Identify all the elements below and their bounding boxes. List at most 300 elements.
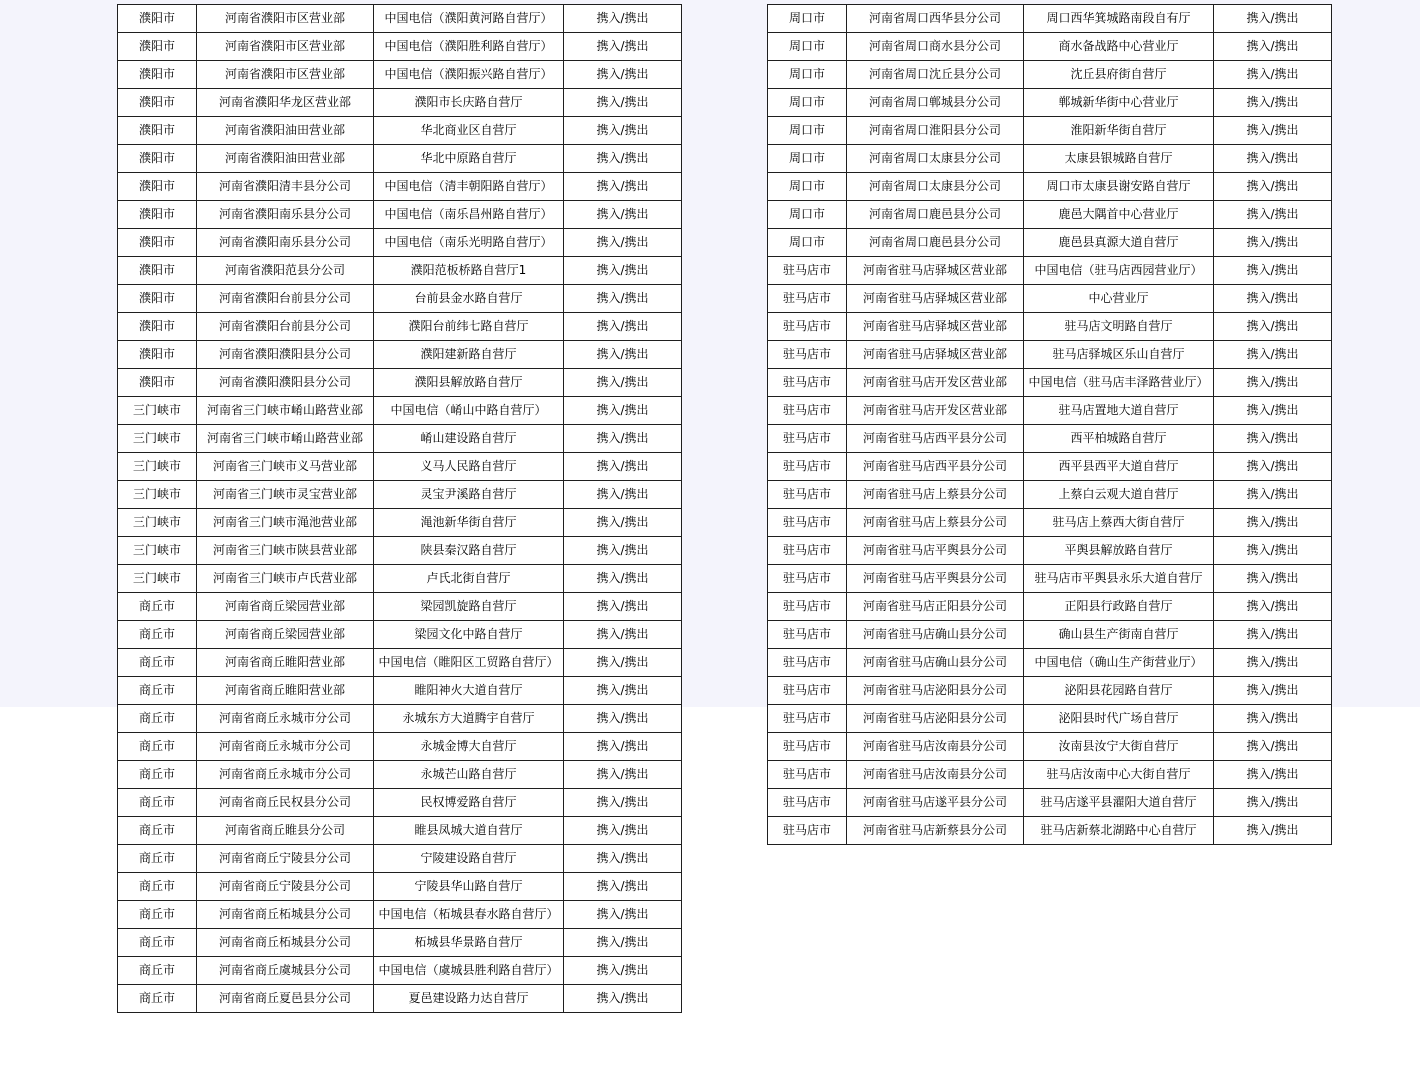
city-cell: 驻马店市 xyxy=(768,453,847,481)
branch-cell: 河南省濮阳市区营业部 xyxy=(197,33,374,61)
store-name-cell: 夏邑建设路力达自营厅 xyxy=(374,985,564,1013)
branch-cell: 河南省濮阳濮阳县分公司 xyxy=(197,341,374,369)
table-row xyxy=(118,929,682,957)
store-name-cell: 驻马店新蔡北湖路中心自营厅 xyxy=(1024,817,1214,845)
table-row xyxy=(118,313,682,341)
city-cell: 濮阳市 xyxy=(118,313,197,341)
service-type-cell: 携入/携出 xyxy=(564,33,682,61)
branch-cell: 河南省濮阳濮阳县分公司 xyxy=(197,369,374,397)
service-type-cell: 携入/携出 xyxy=(1214,173,1332,201)
service-type-cell: 携入/携出 xyxy=(564,985,682,1013)
table-row xyxy=(118,201,682,229)
store-name-cell: 驻马店驿城区乐山自营厅 xyxy=(1024,341,1214,369)
table-row xyxy=(118,425,682,453)
store-name-cell: 中国电信（濮阳黄河路自营厅） xyxy=(374,5,564,33)
city-cell: 三门峡市 xyxy=(118,481,197,509)
branch-cell: 河南省三门峡市崤山路营业部 xyxy=(197,397,374,425)
store-name-cell: 睢县凤城大道自营厅 xyxy=(374,817,564,845)
city-cell: 驻马店市 xyxy=(768,677,847,705)
store-name-cell: 淮阳新华街自营厅 xyxy=(1024,117,1214,145)
branch-cell: 河南省驻马店西平县分公司 xyxy=(847,453,1024,481)
branch-cell: 河南省濮阳市区营业部 xyxy=(197,61,374,89)
store-name-cell: 西平柏城路自营厅 xyxy=(1024,425,1214,453)
city-cell: 驻马店市 xyxy=(768,789,847,817)
service-type-cell: 携入/携出 xyxy=(564,481,682,509)
branch-cell: 河南省商丘梁园营业部 xyxy=(197,621,374,649)
service-type-cell: 携入/携出 xyxy=(564,957,682,985)
service-type-cell: 携入/携出 xyxy=(564,509,682,537)
branch-cell: 河南省商丘永城市分公司 xyxy=(197,705,374,733)
store-name-cell: 中国电信（崤山中路自营厅） xyxy=(374,397,564,425)
service-type-cell: 携入/携出 xyxy=(564,593,682,621)
service-type-cell: 携入/携出 xyxy=(1214,537,1332,565)
branch-cell: 河南省三门峡市渑池营业部 xyxy=(197,509,374,537)
service-type-cell: 携入/携出 xyxy=(1214,425,1332,453)
store-name-cell: 周口西华箕城路南段自有厅 xyxy=(1024,5,1214,33)
store-name-cell: 周口市太康县谢安路自营厅 xyxy=(1024,173,1214,201)
city-cell: 商丘市 xyxy=(118,677,197,705)
city-cell: 商丘市 xyxy=(118,817,197,845)
service-type-cell: 携入/携出 xyxy=(564,789,682,817)
table-row xyxy=(118,145,682,173)
city-cell: 商丘市 xyxy=(118,929,197,957)
table-row xyxy=(768,621,1332,649)
branch-cell: 河南省商丘宁陵县分公司 xyxy=(197,873,374,901)
service-type-cell: 携入/携出 xyxy=(564,537,682,565)
store-name-cell: 梁园凯旋路自营厅 xyxy=(374,593,564,621)
table-row xyxy=(768,61,1332,89)
branch-cell: 河南省驻马店确山县分公司 xyxy=(847,649,1024,677)
right-store-table xyxy=(767,4,1332,845)
store-name-cell: 中国电信（驻马店丰泽路营业厅） xyxy=(1024,369,1214,397)
city-cell: 商丘市 xyxy=(118,845,197,873)
branch-cell: 河南省驻马店开发区营业部 xyxy=(847,397,1024,425)
store-name-cell: 灵宝尹溪路自营厅 xyxy=(374,481,564,509)
service-type-cell: 携入/携出 xyxy=(564,705,682,733)
city-cell: 驻马店市 xyxy=(768,313,847,341)
store-name-cell: 民权博爱路自营厅 xyxy=(374,789,564,817)
branch-cell: 河南省驻马店上蔡县分公司 xyxy=(847,481,1024,509)
service-type-cell: 携入/携出 xyxy=(564,677,682,705)
branch-cell: 河南省商丘夏邑县分公司 xyxy=(197,985,374,1013)
store-name-cell: 濮阳市长庆路自营厅 xyxy=(374,89,564,117)
branch-cell: 河南省濮阳范县分公司 xyxy=(197,257,374,285)
branch-cell: 河南省濮阳台前县分公司 xyxy=(197,285,374,313)
service-type-cell: 携入/携出 xyxy=(564,873,682,901)
branch-cell: 河南省驻马店平舆县分公司 xyxy=(847,565,1024,593)
service-type-cell: 携入/携出 xyxy=(564,425,682,453)
store-name-cell: 华北商业区自营厅 xyxy=(374,117,564,145)
service-type-cell: 携入/携出 xyxy=(564,257,682,285)
city-cell: 三门峡市 xyxy=(118,397,197,425)
table-row xyxy=(118,649,682,677)
left-store-table xyxy=(117,4,682,1013)
city-cell: 濮阳市 xyxy=(118,173,197,201)
branch-cell: 河南省濮阳华龙区营业部 xyxy=(197,89,374,117)
service-type-cell: 携入/携出 xyxy=(564,145,682,173)
city-cell: 驻马店市 xyxy=(768,397,847,425)
city-cell: 周口市 xyxy=(768,229,847,257)
service-type-cell: 携入/携出 xyxy=(564,565,682,593)
service-type-cell: 携入/携出 xyxy=(564,173,682,201)
city-cell: 濮阳市 xyxy=(118,201,197,229)
store-name-cell: 永城东方大道腾宇自营厅 xyxy=(374,705,564,733)
branch-cell: 河南省濮阳南乐县分公司 xyxy=(197,229,374,257)
table-row xyxy=(118,957,682,985)
branch-cell: 河南省三门峡市灵宝营业部 xyxy=(197,481,374,509)
store-name-cell: 商水备战路中心营业厅 xyxy=(1024,33,1214,61)
service-type-cell: 携入/携出 xyxy=(1214,621,1332,649)
city-cell: 濮阳市 xyxy=(118,145,197,173)
branch-cell: 河南省驻马店泌阳县分公司 xyxy=(847,677,1024,705)
service-type-cell: 携入/携出 xyxy=(1214,481,1332,509)
store-name-cell: 正阳县行政路自营厅 xyxy=(1024,593,1214,621)
store-name-cell: 华北中原路自营厅 xyxy=(374,145,564,173)
service-type-cell: 携入/携出 xyxy=(1214,33,1332,61)
branch-cell: 河南省商丘睢县分公司 xyxy=(197,817,374,845)
branch-cell: 河南省商丘民权县分公司 xyxy=(197,789,374,817)
branch-cell: 河南省驻马店驿城区营业部 xyxy=(847,285,1024,313)
store-name-cell: 驻马店市平舆县永乐大道自营厅 xyxy=(1024,565,1214,593)
service-type-cell: 携入/携出 xyxy=(564,229,682,257)
store-name-cell: 永城芒山路自营厅 xyxy=(374,761,564,789)
table-row xyxy=(118,565,682,593)
service-type-cell: 携入/携出 xyxy=(1214,733,1332,761)
table-row xyxy=(768,201,1332,229)
service-type-cell: 携入/携出 xyxy=(1214,789,1332,817)
table-row xyxy=(118,397,682,425)
service-type-cell: 携入/携出 xyxy=(564,89,682,117)
service-type-cell: 携入/携出 xyxy=(564,761,682,789)
service-type-cell: 携入/携出 xyxy=(564,117,682,145)
city-cell: 周口市 xyxy=(768,117,847,145)
branch-cell: 河南省商丘梁园营业部 xyxy=(197,593,374,621)
branch-cell: 河南省驻马店汝南县分公司 xyxy=(847,733,1024,761)
service-type-cell: 携入/携出 xyxy=(1214,565,1332,593)
city-cell: 驻马店市 xyxy=(768,509,847,537)
branch-cell: 河南省驻马店驿城区营业部 xyxy=(847,313,1024,341)
branch-cell: 河南省濮阳南乐县分公司 xyxy=(197,201,374,229)
table-row xyxy=(768,453,1332,481)
service-type-cell: 携入/携出 xyxy=(1214,341,1332,369)
table-row xyxy=(118,789,682,817)
store-name-cell: 义马人民路自营厅 xyxy=(374,453,564,481)
branch-cell: 河南省商丘柘城县分公司 xyxy=(197,901,374,929)
store-name-cell: 泌阳县时代广场自营厅 xyxy=(1024,705,1214,733)
city-cell: 驻马店市 xyxy=(768,369,847,397)
table-row xyxy=(118,257,682,285)
service-type-cell: 携入/携出 xyxy=(1214,313,1332,341)
table-row xyxy=(768,5,1332,33)
city-cell: 濮阳市 xyxy=(118,341,197,369)
city-cell: 濮阳市 xyxy=(118,61,197,89)
store-name-cell: 陕县秦汉路自营厅 xyxy=(374,537,564,565)
city-cell: 濮阳市 xyxy=(118,257,197,285)
store-name-cell: 柘城县华景路自营厅 xyxy=(374,929,564,957)
branch-cell: 河南省周口商水县分公司 xyxy=(847,33,1024,61)
branch-cell: 河南省濮阳清丰县分公司 xyxy=(197,173,374,201)
branch-cell: 河南省驻马店开发区营业部 xyxy=(847,369,1024,397)
store-name-cell: 濮阳台前纬七路自营厅 xyxy=(374,313,564,341)
city-cell: 商丘市 xyxy=(118,761,197,789)
table-row xyxy=(768,565,1332,593)
city-cell: 商丘市 xyxy=(118,649,197,677)
store-name-cell: 濮阳建新路自营厅 xyxy=(374,341,564,369)
table-row xyxy=(768,425,1332,453)
table-row xyxy=(768,341,1332,369)
store-name-cell: 渑池新华街自营厅 xyxy=(374,509,564,537)
table-row xyxy=(118,901,682,929)
city-cell: 三门峡市 xyxy=(118,509,197,537)
store-name-cell: 太康县银城路自营厅 xyxy=(1024,145,1214,173)
service-type-cell: 携入/携出 xyxy=(1214,117,1332,145)
city-cell: 三门峡市 xyxy=(118,565,197,593)
table-row xyxy=(768,677,1332,705)
city-cell: 商丘市 xyxy=(118,621,197,649)
service-type-cell: 携入/携出 xyxy=(564,929,682,957)
branch-cell: 河南省三门峡市卢氏营业部 xyxy=(197,565,374,593)
table-row xyxy=(118,481,682,509)
city-cell: 濮阳市 xyxy=(118,369,197,397)
city-cell: 驻马店市 xyxy=(768,593,847,621)
service-type-cell: 携入/携出 xyxy=(1214,761,1332,789)
branch-cell: 河南省驻马店正阳县分公司 xyxy=(847,593,1024,621)
table-row xyxy=(118,537,682,565)
branch-cell: 河南省商丘睢阳营业部 xyxy=(197,677,374,705)
branch-cell: 河南省周口太康县分公司 xyxy=(847,173,1024,201)
city-cell: 驻马店市 xyxy=(768,761,847,789)
service-type-cell: 携入/携出 xyxy=(564,845,682,873)
city-cell: 周口市 xyxy=(768,61,847,89)
table-row xyxy=(118,369,682,397)
store-name-cell: 宁陵县华山路自营厅 xyxy=(374,873,564,901)
city-cell: 驻马店市 xyxy=(768,285,847,313)
store-name-cell: 上蔡白云观大道自营厅 xyxy=(1024,481,1214,509)
service-type-cell: 携入/携出 xyxy=(1214,201,1332,229)
city-cell: 驻马店市 xyxy=(768,621,847,649)
store-name-cell: 濮阳范板桥路自营厅1 xyxy=(374,257,564,285)
service-type-cell: 携入/携出 xyxy=(1214,61,1332,89)
city-cell: 驻马店市 xyxy=(768,649,847,677)
table-row xyxy=(768,89,1332,117)
branch-cell: 河南省商丘柘城县分公司 xyxy=(197,929,374,957)
service-type-cell: 携入/携出 xyxy=(564,901,682,929)
service-type-cell: 携入/携出 xyxy=(1214,817,1332,845)
city-cell: 濮阳市 xyxy=(118,5,197,33)
table-row xyxy=(768,145,1332,173)
branch-cell: 河南省商丘宁陵县分公司 xyxy=(197,845,374,873)
table-row xyxy=(118,677,682,705)
store-name-cell: 鹿邑大隅首中心营业厅 xyxy=(1024,201,1214,229)
service-type-cell: 携入/携出 xyxy=(1214,397,1332,425)
branch-cell: 河南省驻马店泌阳县分公司 xyxy=(847,705,1024,733)
service-type-cell: 携入/携出 xyxy=(564,397,682,425)
store-name-cell: 中国电信（濮阳胜利路自营厅） xyxy=(374,33,564,61)
table-row xyxy=(118,173,682,201)
store-name-cell: 中国电信（濮阳振兴路自营厅） xyxy=(374,61,564,89)
table-row xyxy=(768,229,1332,257)
branch-cell: 河南省三门峡市义马营业部 xyxy=(197,453,374,481)
table-row xyxy=(118,33,682,61)
table-row xyxy=(118,5,682,33)
city-cell: 驻马店市 xyxy=(768,733,847,761)
table-row xyxy=(768,257,1332,285)
table-row xyxy=(118,845,682,873)
store-name-cell: 确山县生产街南自营厅 xyxy=(1024,621,1214,649)
service-type-cell: 携入/携出 xyxy=(564,733,682,761)
store-name-cell: 中国电信（虞城县胜利路自营厅） xyxy=(374,957,564,985)
service-type-cell: 携入/携出 xyxy=(564,61,682,89)
store-name-cell: 中国电信（清丰朝阳路自营厅） xyxy=(374,173,564,201)
branch-cell: 河南省周口淮阳县分公司 xyxy=(847,117,1024,145)
service-type-cell: 携入/携出 xyxy=(564,201,682,229)
store-name-cell: 中国电信（确山生产街营业厅） xyxy=(1024,649,1214,677)
table-row xyxy=(768,789,1332,817)
store-name-cell: 驻马店遂平县濯阳大道自营厅 xyxy=(1024,789,1214,817)
table-row xyxy=(768,369,1332,397)
branch-cell: 河南省驻马店遂平县分公司 xyxy=(847,789,1024,817)
branch-cell: 河南省周口沈丘县分公司 xyxy=(847,61,1024,89)
city-cell: 濮阳市 xyxy=(118,117,197,145)
table-row xyxy=(118,733,682,761)
store-name-cell: 梁园文化中路自营厅 xyxy=(374,621,564,649)
service-type-cell: 携入/携出 xyxy=(564,313,682,341)
branch-cell: 河南省濮阳市区营业部 xyxy=(197,5,374,33)
branch-cell: 河南省驻马店西平县分公司 xyxy=(847,425,1024,453)
store-name-cell: 沈丘县府街自营厅 xyxy=(1024,61,1214,89)
table-row xyxy=(768,509,1332,537)
table-row xyxy=(118,873,682,901)
table-row xyxy=(768,313,1332,341)
table-row xyxy=(118,453,682,481)
branch-cell: 河南省商丘永城市分公司 xyxy=(197,761,374,789)
store-name-cell: 平舆县解放路自营厅 xyxy=(1024,537,1214,565)
city-cell: 周口市 xyxy=(768,145,847,173)
city-cell: 驻马店市 xyxy=(768,537,847,565)
service-type-cell: 携入/携出 xyxy=(564,341,682,369)
store-name-cell: 中国电信（南乐光明路自营厅） xyxy=(374,229,564,257)
table-row xyxy=(118,761,682,789)
table-row xyxy=(118,621,682,649)
store-name-cell: 泌阳县花园路自营厅 xyxy=(1024,677,1214,705)
city-cell: 商丘市 xyxy=(118,901,197,929)
branch-cell: 河南省商丘虞城县分公司 xyxy=(197,957,374,985)
service-type-cell: 携入/携出 xyxy=(1214,285,1332,313)
store-name-cell: 永城金博大自营厅 xyxy=(374,733,564,761)
table-row xyxy=(118,705,682,733)
table-row xyxy=(118,117,682,145)
city-cell: 三门峡市 xyxy=(118,425,197,453)
store-name-cell: 台前县金水路自营厅 xyxy=(374,285,564,313)
store-name-cell: 鹿邑县真源大道自营厅 xyxy=(1024,229,1214,257)
city-cell: 濮阳市 xyxy=(118,33,197,61)
service-type-cell: 携入/携出 xyxy=(564,817,682,845)
store-name-cell: 中国电信（驻马店西园营业厅） xyxy=(1024,257,1214,285)
service-type-cell: 携入/携出 xyxy=(1214,89,1332,117)
service-type-cell: 携入/携出 xyxy=(1214,145,1332,173)
service-type-cell: 携入/携出 xyxy=(564,369,682,397)
city-cell: 三门峡市 xyxy=(118,453,197,481)
table-row xyxy=(768,761,1332,789)
service-type-cell: 携入/携出 xyxy=(1214,593,1332,621)
branch-cell: 河南省周口鹿邑县分公司 xyxy=(847,201,1024,229)
city-cell: 驻马店市 xyxy=(768,257,847,285)
table-row xyxy=(768,593,1332,621)
service-type-cell: 携入/携出 xyxy=(564,649,682,677)
store-name-cell: 驻马店文明路自营厅 xyxy=(1024,313,1214,341)
store-name-cell: 睢阳神火大道自营厅 xyxy=(374,677,564,705)
table-row xyxy=(118,593,682,621)
branch-cell: 河南省濮阳台前县分公司 xyxy=(197,313,374,341)
store-name-cell: 卢氏北街自营厅 xyxy=(374,565,564,593)
branch-cell: 河南省周口鹿邑县分公司 xyxy=(847,229,1024,257)
branch-cell: 河南省驻马店汝南县分公司 xyxy=(847,761,1024,789)
city-cell: 商丘市 xyxy=(118,985,197,1013)
branch-cell: 河南省驻马店上蔡县分公司 xyxy=(847,509,1024,537)
store-name-cell: 郸城新华街中心营业厅 xyxy=(1024,89,1214,117)
table-row xyxy=(768,117,1332,145)
table-row xyxy=(768,705,1332,733)
branch-cell: 河南省濮阳油田营业部 xyxy=(197,117,374,145)
table-row xyxy=(118,61,682,89)
table-row xyxy=(768,173,1332,201)
store-name-cell: 汝南县汝宁大街自营厅 xyxy=(1024,733,1214,761)
branch-cell: 河南省三门峡市陕县营业部 xyxy=(197,537,374,565)
service-type-cell: 携入/携出 xyxy=(1214,453,1332,481)
table-row xyxy=(768,481,1332,509)
service-type-cell: 携入/携出 xyxy=(1214,369,1332,397)
branch-cell: 河南省驻马店确山县分公司 xyxy=(847,621,1024,649)
branch-cell: 河南省商丘睢阳营业部 xyxy=(197,649,374,677)
city-cell: 商丘市 xyxy=(118,957,197,985)
city-cell: 周口市 xyxy=(768,5,847,33)
table-row xyxy=(768,649,1332,677)
branch-cell: 河南省三门峡市崤山路营业部 xyxy=(197,425,374,453)
service-type-cell: 携入/携出 xyxy=(1214,5,1332,33)
store-name-cell: 西平县西平大道自营厅 xyxy=(1024,453,1214,481)
city-cell: 濮阳市 xyxy=(118,229,197,257)
branch-cell: 河南省周口郸城县分公司 xyxy=(847,89,1024,117)
table-row xyxy=(768,537,1332,565)
store-name-cell: 驻马店上蔡西大街自营厅 xyxy=(1024,509,1214,537)
table-row xyxy=(768,733,1332,761)
service-type-cell: 携入/携出 xyxy=(1214,705,1332,733)
service-type-cell: 携入/携出 xyxy=(564,453,682,481)
city-cell: 濮阳市 xyxy=(118,285,197,313)
table-row xyxy=(118,817,682,845)
store-name-cell: 崤山建设路自营厅 xyxy=(374,425,564,453)
table-row xyxy=(118,341,682,369)
table-row xyxy=(768,397,1332,425)
branch-cell: 河南省周口西华县分公司 xyxy=(847,5,1024,33)
table-row xyxy=(768,285,1332,313)
city-cell: 濮阳市 xyxy=(118,89,197,117)
store-name-cell: 宁陵建设路自营厅 xyxy=(374,845,564,873)
table-row xyxy=(768,817,1332,845)
table-row xyxy=(118,89,682,117)
service-type-cell: 携入/携出 xyxy=(1214,257,1332,285)
store-name-cell: 中国电信（睢阳区工贸路自营厅） xyxy=(374,649,564,677)
city-cell: 周口市 xyxy=(768,89,847,117)
branch-cell: 河南省驻马店驿城区营业部 xyxy=(847,341,1024,369)
store-name-cell: 驻马店汝南中心大街自营厅 xyxy=(1024,761,1214,789)
store-name-cell: 濮阳县解放路自营厅 xyxy=(374,369,564,397)
service-type-cell: 携入/携出 xyxy=(564,5,682,33)
city-cell: 驻马店市 xyxy=(768,817,847,845)
table-row xyxy=(768,33,1332,61)
table-row xyxy=(118,229,682,257)
table-row xyxy=(118,285,682,313)
